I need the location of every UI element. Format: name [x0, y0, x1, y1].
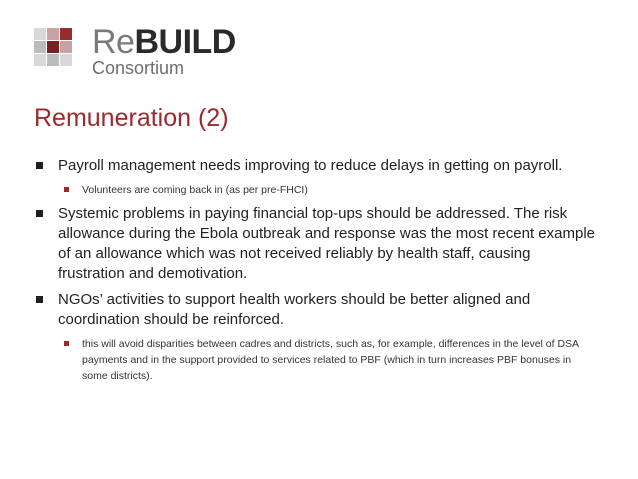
bullet-item: [36, 290, 596, 330]
bullet-item: [36, 156, 596, 176]
sub-bullet-text: Volunteers are coming back in (as per pre-FHCI): [82, 184, 308, 196]
sub-bullet-marker-icon: [64, 187, 69, 192]
bullet-text: Systemic problems in paying financial top-ups should be addressed. The risk allowance during the Ebola outbreak and response was the most recent example of an allowance which was not received reliably by health staff, causing frustration and demotivation.: [58, 205, 595, 282]
sub-bullet-text: this will avoid disparities between cadres and districts, such as, for example, differences in the level of DSA payments and in the support provided to services related to PBF (which in turn increases PBF bonuses in some districts).: [82, 338, 579, 382]
logo-main: BUILD: [134, 23, 236, 61]
logo-prefix: Re: [92, 23, 135, 61]
bullet-marker-icon: [36, 210, 43, 217]
sub-bullet-item: [56, 336, 596, 384]
sub-bullet-marker-icon: [64, 341, 69, 346]
bullet-text: Payroll management needs improving to reduce delays in getting on payroll.: [58, 157, 563, 174]
bullet-marker-icon: [36, 296, 43, 303]
bullet-item: [36, 204, 596, 284]
logo-subtitle: Consortium: [92, 58, 185, 78]
bullet-text: NGOs’ activities to support health workers should be better aligned and coordination should be reinforced.: [58, 291, 531, 328]
logo-grid-icon: [34, 28, 84, 72]
slide-title: Remuneration (2): [34, 104, 229, 132]
sub-bullet-item: [56, 182, 596, 198]
bullet-marker-icon: [36, 162, 43, 169]
logo-wordmark: [92, 24, 236, 60]
bullet-list: [36, 156, 596, 390]
